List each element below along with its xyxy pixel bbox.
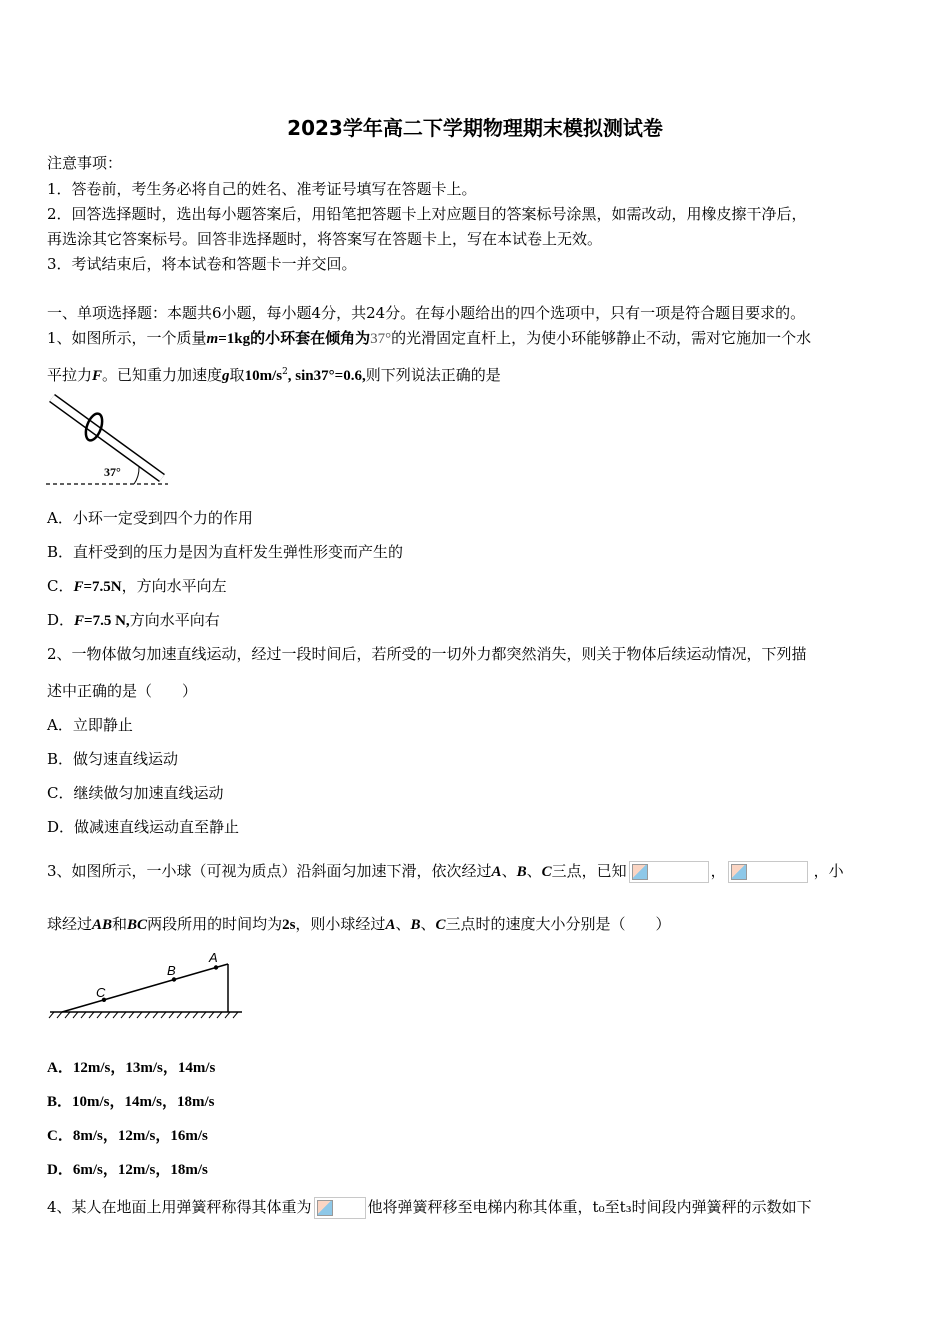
text: 平拉力: [47, 366, 93, 384]
q2-option-d: D．做减速直线运动直至静止: [47, 818, 240, 836]
point-B: B: [516, 864, 527, 880]
text: 4、某人在地面上用弹簧秤称得其体重为: [47, 1198, 312, 1216]
image-placeholder-icon: [317, 1200, 333, 1216]
text: 方向水平向右: [129, 611, 220, 629]
superscript: 2: [282, 367, 288, 377]
text: 。已知重力加速度: [102, 366, 223, 384]
q3-option-a: A．12m/s，13m/s，14m/s: [47, 1060, 216, 1076]
text: ，方向水平向左: [121, 577, 227, 595]
text: D．: [47, 611, 75, 629]
text: ，则小球经过: [295, 915, 386, 933]
text: 1、如图所示，一个质量: [47, 329, 207, 347]
notice-item: 3．考试结束后，将本试卷和答题卡一并交回。: [47, 255, 357, 273]
q3-stem-line1: [47, 857, 844, 886]
q3-option-d: D．6m/s，12m/s，18m/s: [47, 1162, 208, 1178]
q3-stem-line2: [47, 913, 671, 934]
text: 三点，已知: [551, 862, 627, 880]
text: 的光滑固定直杆上，为使小环能够静止不动，需对它施加一个水: [391, 329, 812, 347]
text: 、: [420, 915, 436, 933]
var-F: F: [74, 613, 85, 629]
q3-incline-figure: [48, 948, 244, 1024]
angle-arc: [134, 467, 139, 484]
label-B: B: [167, 963, 176, 978]
notice-item: 1．答卷前，考生务必将自己的姓名、准考证号填写在答题卡上。: [47, 180, 477, 198]
angle-label: 37°: [104, 465, 121, 479]
notice-item: 2．回答选择题时，选出每小题答案后，用铅笔把答题卡上对应题目的答案标号涂黑，如需改动，用橡皮擦干净后，: [47, 205, 807, 223]
q1-stem-line1: [47, 327, 811, 348]
text: 则下列说法正确的是: [365, 366, 501, 384]
text: ，: [710, 862, 726, 880]
section-heading: 一、单项选择题：本题共6小题，每小题4分，共24分。在每小题给出的四个选项中，只有一项是符合题目要求的。: [47, 304, 806, 322]
notice-item: 再选涂其它答案标号。回答非选择题时，将答案写在答题卡上，写在本试卷上无效。: [47, 230, 603, 248]
notice-heading: 注意事项：: [47, 154, 123, 172]
text: 、: [395, 915, 411, 933]
page-title: 2023学年高二下学期物理期末模拟测试卷: [287, 116, 663, 140]
q2-option-b: B．做匀速直线运动: [47, 750, 179, 768]
q2-option-a: A．立即静止: [47, 716, 133, 734]
segment-BC: BC: [127, 917, 148, 933]
q1-option-c: [47, 575, 227, 596]
broken-image-icon: [314, 1197, 366, 1219]
q1-stem-line2: [47, 364, 501, 385]
incline-surface: [62, 964, 228, 1012]
q2-stem-line1: 2、一物体做匀加速直线运动，经过一段时间后，若所受的一切外力都突然消失，则关于物体后续运动情况，下列描: [47, 645, 807, 663]
text: 、: [526, 862, 542, 880]
point-A: A: [491, 864, 502, 880]
point-A: A: [385, 917, 396, 933]
force-value: =7.5N: [83, 579, 122, 595]
var-g: g: [222, 368, 230, 384]
angle-value: 37°: [370, 331, 392, 347]
text: 他将弹簧秤移至电梯内称其体重，t₀至t₃时间段内弹簧秤的示数如下: [367, 1198, 812, 1216]
text: 两段所用的时间均为: [147, 915, 283, 933]
var-F: F: [73, 579, 84, 595]
text: 和: [112, 915, 128, 933]
text: =1kg的小环套在倾角为: [218, 331, 371, 347]
image-placeholder-icon: [632, 864, 648, 880]
text: 球经过: [47, 915, 93, 933]
q2-option-c: C．继续做匀加速直线运动: [47, 784, 224, 802]
gravity-value: 10m/s: [244, 368, 283, 384]
force-value: =7.5 N,: [84, 613, 130, 629]
q4-stem-line1: [47, 1193, 812, 1221]
q3-option-b: B．10m/s，14m/s，18m/s: [47, 1094, 215, 1110]
point-A-dot: [214, 965, 218, 969]
q1-option-d: [47, 609, 220, 630]
sin-value: , sin37°=0.6,: [287, 368, 366, 384]
var-m: m: [206, 331, 219, 347]
text: 3、如图所示，一小球（可视为质点）沿斜面匀加速下滑，依次经过: [47, 862, 492, 880]
image-placeholder-icon: [731, 864, 747, 880]
broken-image-icon: [728, 861, 808, 883]
q1-option-b: B．直杆受到的压力是因为直杆发生弹性形变而产生的: [47, 543, 404, 561]
point-B: B: [410, 917, 421, 933]
point-C: C: [435, 917, 446, 933]
text: 、: [501, 862, 517, 880]
text: ，小: [813, 862, 844, 880]
label-C: C: [96, 985, 106, 1000]
ground-hatching: [49, 1012, 238, 1018]
text: 取: [229, 366, 245, 384]
q2-stem-line2: 述中正确的是（ ）: [47, 682, 198, 700]
point-C: C: [541, 864, 552, 880]
q1-option-a: A．小环一定受到四个力的作用: [47, 509, 253, 527]
text: 三点时的速度大小分别是（ ）: [445, 915, 671, 933]
label-A: A: [209, 950, 218, 965]
var-F: F: [92, 368, 103, 384]
broken-image-icon: [629, 861, 709, 883]
text: C．: [47, 577, 74, 595]
segment-AB: AB: [92, 917, 113, 933]
time-value: 2s: [282, 917, 296, 933]
q3-option-c: C．8m/s，12m/s，16m/s: [47, 1128, 208, 1144]
q1-rod-figure: [44, 394, 174, 490]
